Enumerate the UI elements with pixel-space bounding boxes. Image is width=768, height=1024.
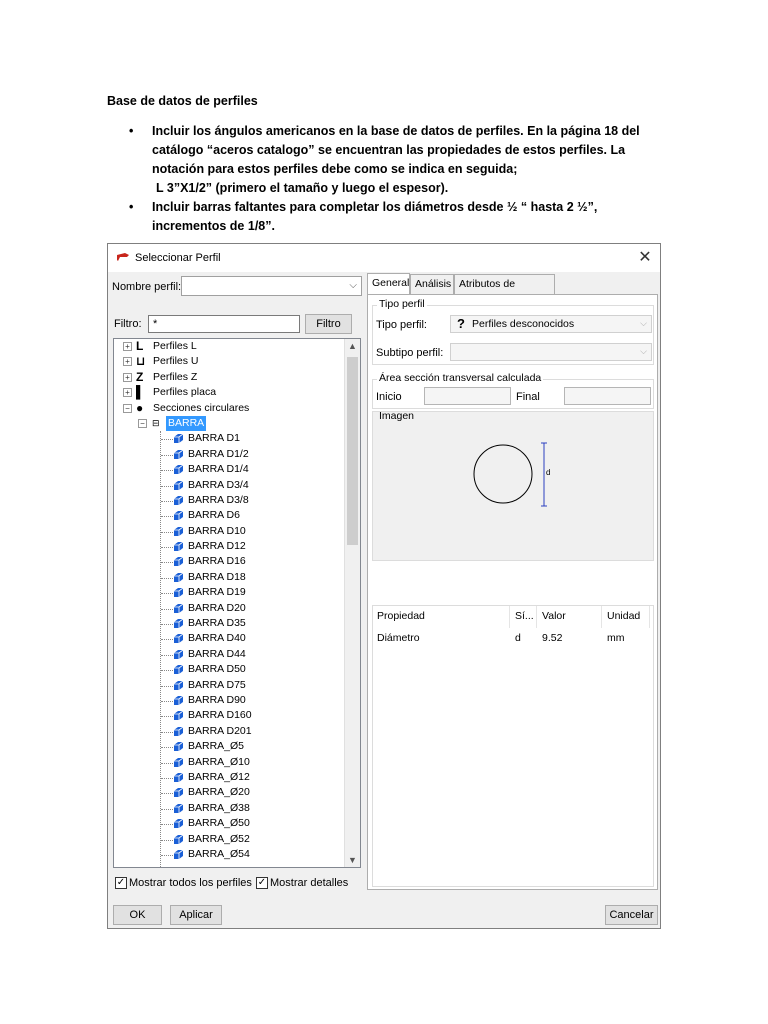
- filtro-button[interactable]: Filtro: [305, 314, 352, 334]
- cube-icon: [173, 664, 184, 675]
- profile-type-icon: ●: [136, 400, 144, 415]
- tree-item[interactable]: [114, 462, 345, 477]
- column-separator: [509, 606, 510, 628]
- tree-item-label: BARRA D160: [188, 709, 252, 722]
- tree-item-label: BARRA D19: [188, 586, 246, 599]
- folder-icon: ⊟: [152, 417, 160, 428]
- tree-item[interactable]: [114, 693, 345, 708]
- tab-user-attributes[interactable]: Atributos de: [454, 274, 555, 294]
- document-heading: Base de datos de perfiles: [107, 94, 258, 108]
- tree-item-label: BARRA_Ø38: [188, 801, 250, 814]
- inicio-field: [424, 387, 511, 405]
- column-header-unidad[interactable]: Unidad: [607, 610, 641, 622]
- title-bar: [108, 244, 660, 272]
- dialog-title: Seleccionar Perfil: [135, 252, 221, 264]
- profile-type-icon: Z: [136, 369, 144, 384]
- tree-item-label: BARRA D6: [188, 509, 240, 522]
- cube-icon: [173, 741, 184, 752]
- tree-item[interactable]: [114, 647, 345, 662]
- bullet-icon: •: [129, 124, 134, 138]
- tree-item[interactable]: [114, 816, 345, 831]
- tree-connector: [161, 670, 173, 671]
- bullet-icon: •: [129, 200, 134, 214]
- tree-item[interactable]: [114, 739, 345, 754]
- tree-item[interactable]: [114, 601, 345, 616]
- tree-item-label: BARRA D35: [188, 617, 246, 630]
- tree-group-label: Perfiles Z: [153, 370, 198, 383]
- table-row-valor: 9.52: [542, 632, 563, 644]
- ok-button[interactable]: OK: [113, 905, 162, 925]
- expand-icon[interactable]: +: [123, 373, 132, 382]
- tree-connector: [161, 532, 173, 533]
- tree-item-label: BARRA_Ø5: [188, 740, 245, 753]
- cube-icon: [173, 695, 184, 706]
- tree-item[interactable]: [114, 478, 345, 493]
- table-row-simbolo: d: [515, 632, 521, 644]
- profile-tree[interactable]: [113, 338, 361, 868]
- tree-item[interactable]: [114, 678, 345, 693]
- tree-connector: [161, 470, 173, 471]
- tree-item-label: BARRA D44: [188, 647, 246, 660]
- tree-content: [114, 339, 345, 862]
- tree-item-label: BARRA_Ø10: [188, 755, 250, 768]
- tree-connector: [161, 624, 173, 625]
- tree-connector: [161, 486, 173, 487]
- tree-subgroup-barra[interactable]: [114, 416, 345, 431]
- chevron-down-icon: ⌵: [640, 318, 647, 328]
- tree-item-label: BARRA D1: [188, 432, 240, 445]
- nombre-perfil-combo[interactable]: [181, 276, 362, 296]
- tree-connector: [161, 455, 173, 456]
- tree-group-0[interactable]: [114, 339, 345, 354]
- tree-connector: [161, 793, 173, 794]
- cube-icon: [173, 618, 184, 629]
- tree-connector: [161, 778, 173, 779]
- cube-icon: [173, 710, 184, 721]
- tree-item[interactable]: [114, 785, 345, 800]
- tree-connector: [161, 562, 173, 563]
- bullet-note: L 3”X1/2” (primero el tamaño y luego el espesor).: [156, 181, 449, 195]
- tipo-perfil-combo[interactable]: [450, 315, 652, 333]
- show-all-checkbox[interactable]: ✓: [116, 877, 126, 888]
- properties-table[interactable]: [372, 605, 654, 887]
- tree-item-label: BARRA D16: [188, 555, 246, 568]
- tree-item-label: BARRA_Ø50: [188, 817, 250, 830]
- cancel-button[interactable]: Cancelar: [605, 905, 658, 925]
- tree-item[interactable]: [114, 508, 345, 523]
- bullet-item-bars: [107, 198, 667, 236]
- close-button[interactable]: ✕: [638, 249, 652, 266]
- column-separator: [536, 606, 537, 628]
- tree-connector: [161, 855, 173, 856]
- cube-icon: [173, 680, 184, 691]
- tree-item-label: BARRA_Ø12: [188, 770, 250, 783]
- collapse-icon[interactable]: −: [138, 419, 147, 428]
- tree-connector: [161, 763, 173, 764]
- tipo-perfil-group-title: Tipo perfil: [379, 298, 425, 310]
- column-header-simbolo[interactable]: Sí...: [515, 610, 534, 622]
- tab-general[interactable]: General: [367, 273, 410, 294]
- cube-icon: [173, 772, 184, 783]
- tree-group-1[interactable]: [114, 354, 345, 369]
- cube-icon: [173, 526, 184, 537]
- table-row-unidad: mm: [607, 632, 625, 644]
- tree-item[interactable]: [114, 524, 345, 539]
- tree-scrollbar[interactable]: [344, 339, 360, 867]
- tree-item-label: BARRA D3/4: [188, 478, 249, 491]
- tree-item-label: BARRA D18: [188, 570, 246, 583]
- tree-item-label: BARRA D1/2: [188, 447, 249, 460]
- imagen-group-title: Imagen: [379, 410, 415, 422]
- tree-item-label: BARRA D1/4: [188, 463, 249, 476]
- tree-item-label: BARRA D90: [188, 693, 246, 706]
- cube-icon: [173, 464, 184, 475]
- dimension-label: d: [546, 468, 551, 477]
- cube-icon: [173, 572, 184, 583]
- tipo-perfil-label: Tipo perfil:: [376, 319, 427, 331]
- tree-item[interactable]: [114, 708, 345, 723]
- cube-icon: [173, 433, 184, 444]
- tree-connector: [161, 501, 173, 502]
- column-header-propiedad[interactable]: Propiedad: [377, 610, 425, 622]
- question-icon: ?: [457, 316, 465, 331]
- apply-button[interactable]: Aplicar: [170, 905, 222, 925]
- cube-icon: [173, 834, 184, 845]
- cube-icon: [173, 495, 184, 506]
- chevron-down-icon: ⌵: [640, 346, 647, 356]
- tree-item[interactable]: [114, 801, 345, 816]
- bullet-item-angles: [107, 122, 667, 198]
- cube-icon: [173, 480, 184, 491]
- tree-connector: [161, 840, 173, 841]
- document-bullet-list: [107, 122, 667, 236]
- cube-icon: [173, 587, 184, 598]
- tree-connector: [161, 824, 173, 825]
- cube-icon: [173, 510, 184, 521]
- tree-connector: [161, 593, 173, 594]
- profile-type-icon: ▌: [136, 385, 145, 400]
- tree-item[interactable]: [114, 847, 345, 862]
- filtro-input[interactable]: *: [148, 315, 300, 333]
- cube-icon: [173, 818, 184, 829]
- column-header-valor[interactable]: Valor: [542, 610, 566, 622]
- subtipo-label: Subtipo perfil:: [376, 347, 444, 359]
- tree-item-label: BARRA_Ø20: [188, 786, 250, 799]
- chevron-down-icon: ⌵: [349, 280, 357, 291]
- table-row-propiedad: Diámetro: [377, 632, 420, 644]
- tree-item[interactable]: [114, 770, 345, 785]
- general-tab-panel: [367, 294, 658, 890]
- scroll-thumb[interactable]: [347, 357, 358, 545]
- final-label: Final: [516, 391, 540, 403]
- tree-item-label: BARRA_Ø52: [188, 832, 250, 845]
- tree-connector: [161, 701, 173, 702]
- tree-connector: [161, 516, 173, 517]
- tree-item-label: BARRA D3/8: [188, 493, 249, 506]
- tree-connector: [161, 639, 173, 640]
- show-details-label: Mostrar detalles: [270, 877, 349, 889]
- tree-item-label: BARRA D75: [188, 678, 246, 691]
- tree-subgroup-label: BARRA: [168, 416, 205, 429]
- cube-icon: [173, 787, 184, 798]
- tree-group-label: Perfiles placa: [153, 386, 217, 399]
- tree-group-label: Perfiles L: [153, 340, 197, 352]
- app-icon: [116, 252, 130, 262]
- cube-icon: [173, 726, 184, 737]
- tree-item[interactable]: [114, 447, 345, 462]
- tree-item-label: BARRA D12: [188, 540, 246, 553]
- cube-icon: [173, 757, 184, 768]
- tree-item[interactable]: [114, 616, 345, 631]
- scroll-down-icon[interactable]: ▼: [348, 855, 357, 865]
- cube-icon: [173, 803, 184, 814]
- tree-item[interactable]: [114, 431, 345, 446]
- tree-connector: [161, 716, 173, 717]
- tree-item[interactable]: [114, 631, 345, 646]
- profile-type-icon: ⊔: [136, 354, 146, 369]
- bullet-text: Incluir los ángulos americanos en la base de datos de perfiles. En la página 18 del catálogo “aceros catalogo” se encuentran las propiedades de estos perfiles. La notación para estos perfiles debe como se indica en seguida;: [152, 124, 640, 176]
- cube-icon: [173, 633, 184, 644]
- bullet-text: Incluir barras faltantes para completar los diámetros desde ½ “ hasta 2 ½”, incrementos de 1/8”.: [152, 200, 598, 233]
- scroll-up-icon[interactable]: ▲: [348, 341, 357, 351]
- tree-item-label: BARRA D201: [188, 724, 252, 737]
- profile-type-icon: L: [136, 339, 144, 353]
- tree-item[interactable]: [114, 554, 345, 569]
- cube-icon: [173, 449, 184, 460]
- inicio-label: Inicio: [376, 391, 402, 403]
- show-details-checkbox[interactable]: ✓: [257, 877, 267, 888]
- area-group-title: Área sección transversal calculada: [379, 372, 542, 384]
- expand-icon[interactable]: +: [123, 342, 132, 351]
- tree-item-label: BARRA D20: [188, 601, 246, 614]
- tree-item[interactable]: [114, 662, 345, 677]
- tree-item[interactable]: [114, 832, 345, 847]
- show-all-label: Mostrar todos los perfiles: [129, 877, 252, 889]
- tree-item[interactable]: [114, 570, 345, 585]
- imagen-group: [372, 411, 654, 561]
- tree-item-label: BARRA D40: [188, 632, 246, 645]
- tree-connector: [161, 809, 173, 810]
- cube-icon: [173, 649, 184, 660]
- tree-item-label: BARRA D50: [188, 663, 246, 676]
- tree-group-label: Perfiles U: [153, 355, 199, 368]
- tree-connector: [161, 439, 173, 440]
- tree-connector: [161, 547, 173, 548]
- select-profile-dialog: [107, 243, 661, 929]
- tree-group-label: Secciones circulares: [153, 401, 250, 414]
- tree-connector: [161, 609, 173, 610]
- tree-item[interactable]: [114, 755, 345, 770]
- filtro-label: Filtro:: [114, 318, 142, 330]
- cube-icon: [173, 849, 184, 860]
- column-separator: [601, 606, 602, 628]
- subtipo-combo[interactable]: [450, 343, 652, 361]
- tree-connector: [161, 747, 173, 748]
- column-separator: [649, 606, 650, 628]
- tree-item[interactable]: [114, 493, 345, 508]
- tree-connector: [161, 686, 173, 687]
- tree-item[interactable]: [114, 724, 345, 739]
- cube-icon: [173, 556, 184, 567]
- expand-icon[interactable]: +: [123, 357, 132, 366]
- tree-item-label: BARRA_Ø54: [188, 847, 250, 860]
- cube-icon: [173, 603, 184, 614]
- collapse-icon[interactable]: −: [123, 404, 132, 413]
- cube-icon: [173, 541, 184, 552]
- tree-group-2[interactable]: [114, 370, 345, 385]
- tree-item-label: BARRA D10: [188, 524, 246, 537]
- expand-icon[interactable]: +: [123, 388, 132, 397]
- tree-connector: [161, 732, 173, 733]
- tab-analisis[interactable]: Análisis: [410, 274, 454, 294]
- final-field: [564, 387, 651, 405]
- tree-group-4[interactable]: [114, 401, 345, 416]
- tree-item[interactable]: [114, 539, 345, 554]
- tree-connector: [161, 655, 173, 656]
- nombre-perfil-label: Nombre perfil:: [112, 281, 182, 293]
- tree-item[interactable]: [114, 585, 345, 600]
- tree-connector: [161, 578, 173, 579]
- tipo-perfil-value: Perfiles desconocidos: [472, 318, 575, 330]
- tree-group-3[interactable]: [114, 385, 345, 400]
